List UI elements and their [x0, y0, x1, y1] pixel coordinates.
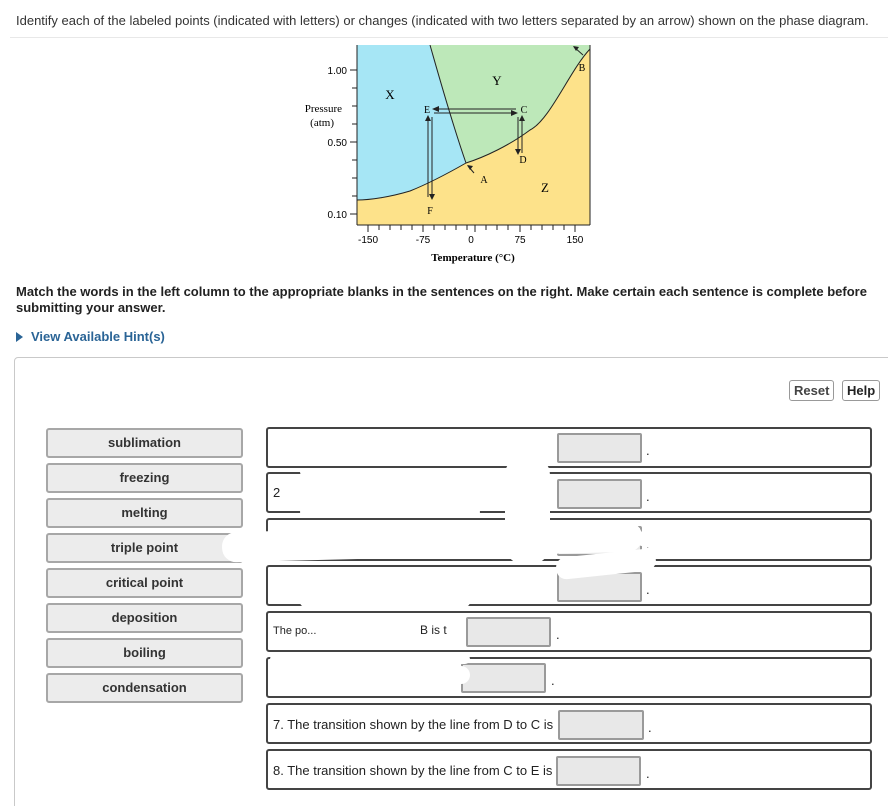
sentence-5: The po... B is t . [266, 611, 872, 652]
point-label-a: A [480, 175, 488, 186]
region-label-x: X [385, 87, 395, 102]
word-critical-point[interactable]: critical point [46, 568, 243, 598]
word-triple-point[interactable]: triple point [46, 533, 243, 563]
answer-blank-8[interactable] [556, 756, 641, 786]
y-tick-label: 0.50 [327, 138, 347, 149]
y-axis-unit: (atm) [310, 117, 334, 129]
point-label-d: D [519, 155, 527, 166]
x-tick-label: -75 [415, 235, 431, 246]
matching-instruction: Match the words in the left column to the appropriate blanks in the sentences on the right. Make certain each sentence is complete before submitting your answer. [16, 284, 867, 315]
divider [10, 37, 888, 38]
word-freezing[interactable]: freezing [46, 463, 243, 493]
x-tick-label: 150 [566, 235, 584, 246]
point-label-c: C [520, 105, 528, 116]
sentence-5-fragment-b: B is t [420, 623, 447, 637]
sentence-1: . [266, 427, 872, 468]
redaction-mark [285, 444, 540, 455]
x-tick-label: 75 [514, 235, 526, 246]
redaction-mark [276, 572, 546, 590]
redaction-mark [320, 666, 470, 684]
point-label-b: B [578, 63, 586, 74]
x-axis-title: Temperature (°C) [431, 252, 515, 264]
caret-right-icon [16, 332, 23, 342]
sentence-8-text: 8. The transition shown by the line from C to E is [273, 763, 553, 778]
reset-button[interactable]: Reset [789, 380, 834, 401]
point-label-f: F [427, 206, 433, 217]
region-label-y: Y [492, 73, 502, 88]
answer-blank-5[interactable] [466, 617, 551, 647]
redaction-mark [300, 468, 540, 476]
x-tick-label: 0 [468, 235, 474, 246]
redaction-mark [300, 508, 480, 516]
answer-blank-6[interactable] [461, 663, 546, 693]
phase-diagram [290, 45, 610, 270]
sentence-6: . [266, 657, 872, 698]
sentence-7: 7. The transition shown by the line from D to C is . [266, 703, 872, 744]
sentence-7-text: 7. The transition shown by the line from D to C is [273, 717, 554, 732]
redaction-mark [282, 485, 542, 495]
word-sublimation[interactable]: sublimation [46, 428, 243, 458]
answer-blank-2[interactable] [557, 479, 642, 509]
redaction-mark [300, 597, 470, 607]
sentence-8: 8. The transition shown by the line from C to E is . [266, 749, 872, 790]
help-button[interactable]: Help [842, 380, 880, 401]
sentence-2-fragment: 2 [273, 485, 281, 500]
sentence-2: 2 . [266, 472, 872, 513]
redaction-mark [270, 654, 470, 664]
x-tick-label: -150 [357, 235, 379, 246]
view-hints-label: View Available Hint(s) [31, 329, 165, 344]
word-condensation[interactable]: condensation [46, 673, 243, 703]
point-label-e: E [423, 105, 431, 116]
answer-blank-7[interactable] [558, 710, 644, 740]
y-tick-label: 1.00 [327, 66, 347, 77]
view-hints-link[interactable] [16, 329, 165, 344]
question-instruction: Identify each of the labeled points (indicated with letters) or changes (indicated with two letters separated by an arrow) shown on the phase diagram. [16, 13, 869, 28]
word-deposition[interactable]: deposition [46, 603, 243, 633]
answer-blank-1[interactable] [557, 433, 642, 463]
sentence-4: . [266, 565, 872, 606]
word-melting[interactable]: melting [46, 498, 243, 528]
word-boiling[interactable]: boiling [46, 638, 243, 668]
sentence-5-fragment: The po... [273, 625, 317, 637]
redaction-mark [505, 455, 550, 565]
region-label-z: Z [541, 180, 549, 195]
y-tick-label: 0.10 [327, 210, 347, 221]
y-axis-title: Pressure [304, 103, 342, 115]
